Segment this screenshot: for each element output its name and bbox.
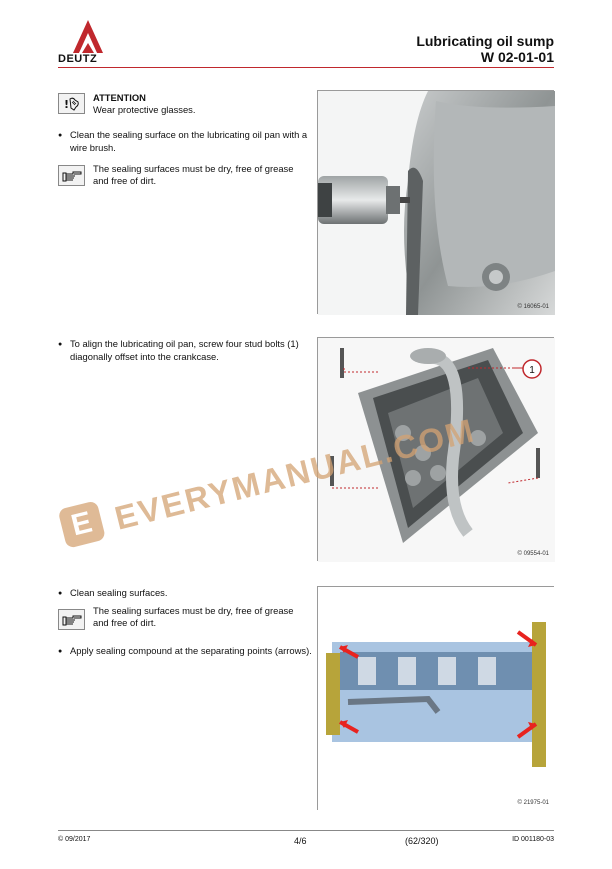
step-stud-bolts: ● To align the lubricating oil pan, screw four stud bolts (1) diagonally offset into the crankcase. <box>58 338 320 362</box>
footer-date: © 09/2017 <box>58 836 91 843</box>
figure-wire-brush <box>317 90 554 314</box>
footer-divider <box>58 830 554 831</box>
attention-block <box>93 92 303 115</box>
brand-name: DEUTZ <box>58 53 98 65</box>
footer-total: (62/320) <box>405 836 439 846</box>
attention-text: Wear protective glasses. <box>93 103 196 115</box>
step-clean-oil-pan: ● Clean the sealing surface on the lubricating oil pan with a wire brush. <box>58 129 320 153</box>
footer-page: 4/6 <box>294 836 307 846</box>
watermark <box>40 360 570 543</box>
page-code: W 02-01-01 <box>480 49 554 65</box>
wire-brush-illustration <box>318 91 555 315</box>
note-dry-surfaces: The sealing surfaces must be dry, free of grease and free of dirt. <box>93 163 294 186</box>
footer-doc-id: ID 001180-03 <box>512 836 554 843</box>
pointing-hand-icon <box>58 609 85 630</box>
page-title: Lubricating oil sump <box>416 33 554 49</box>
svg-text:E: E <box>67 505 96 543</box>
note-dry-surfaces-2: The sealing surfaces must be dry, free of grease and free of dirt. <box>93 605 294 628</box>
figure-id: © 16065-01 <box>517 304 549 310</box>
attention-title: ATTENTION <box>93 92 146 103</box>
callout-label: 1 <box>529 365 535 376</box>
figure-id: © 21975-01 <box>517 800 549 806</box>
watermark-text: EVERYMANUAL.COM <box>110 411 479 537</box>
step-sealing-compound: ● Apply sealing compound at the separating points (arrows). <box>58 645 320 658</box>
header-divider <box>58 67 554 68</box>
figure-sealing-points <box>317 586 554 810</box>
pointing-hand-icon <box>58 165 85 186</box>
svg-text:!: ! <box>63 97 69 111</box>
engine-block-illustration <box>318 587 555 811</box>
attention-hands-icon <box>58 93 85 114</box>
figure-id: © 09554-01 <box>517 551 549 557</box>
step-clean-surfaces: ● Clean sealing surfaces. <box>58 587 320 600</box>
